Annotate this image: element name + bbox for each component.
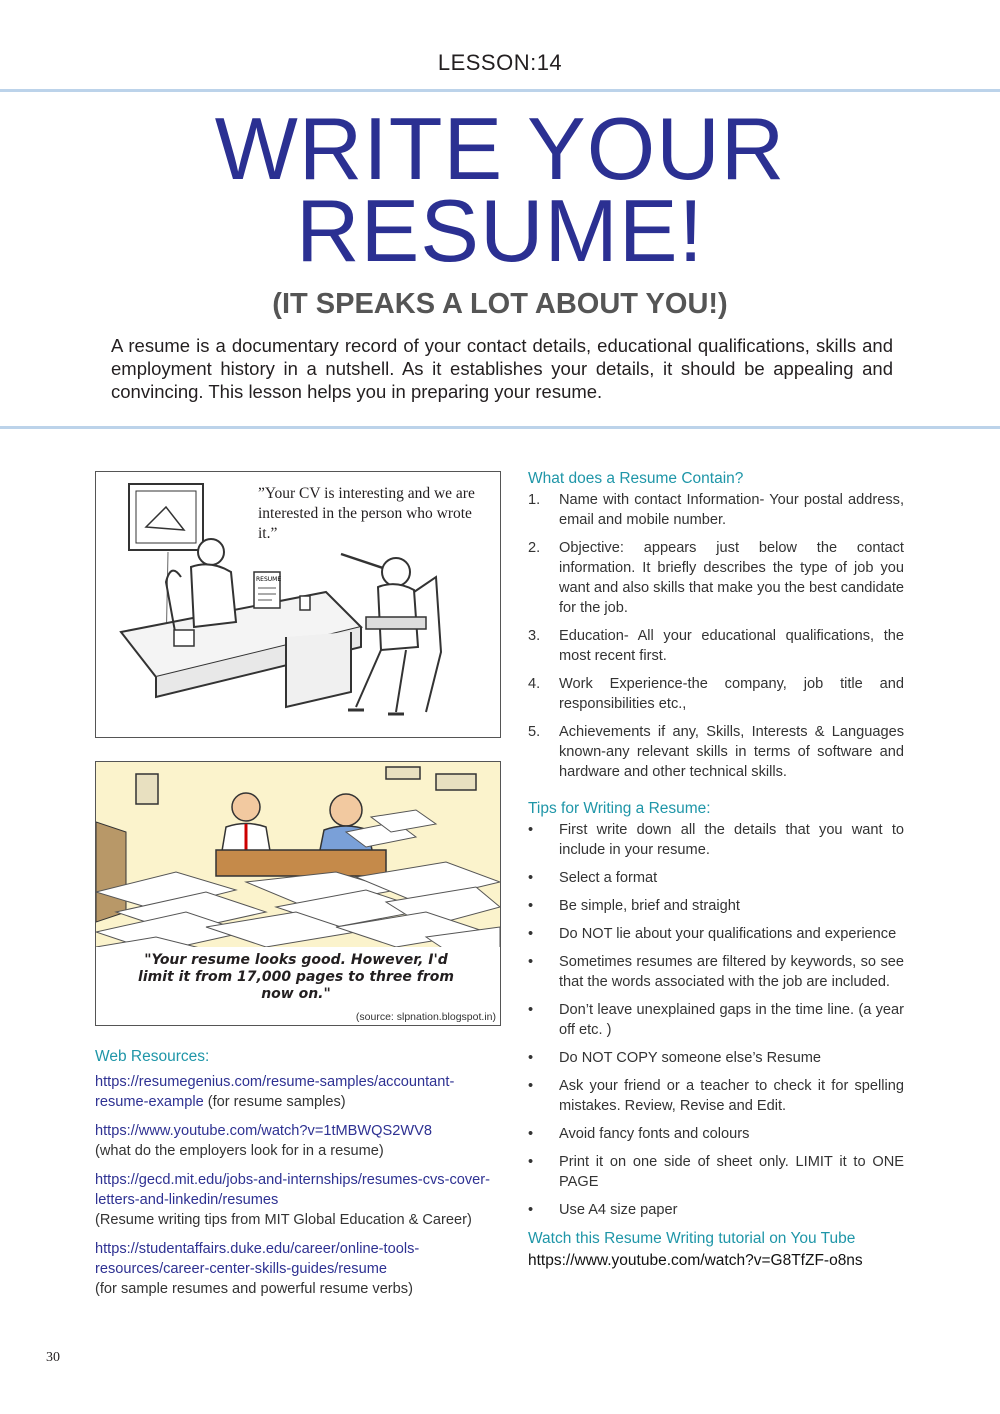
cartoon-interview [95, 471, 501, 738]
youtube-tutorial-link[interactable]: https://www.youtube.com/watch?v=G8TfZF-o8ns [528, 1252, 863, 1269]
title-line-2: RESUME! [296, 181, 704, 280]
tip-text: Use A4 size paper [559, 1202, 678, 1218]
web-resources-heading: Web Resources: [95, 1048, 210, 1065]
tip-text: First write down all the details that you want to include in your resume. [559, 822, 904, 858]
list-item [528, 924, 904, 944]
list-item [528, 1200, 904, 1220]
list-item [528, 1076, 904, 1116]
tips-list [528, 820, 904, 1220]
bullet-icon: • [528, 1126, 534, 1142]
contain-list [528, 490, 904, 782]
bullet-icon: • [528, 1154, 534, 1170]
list-item [528, 896, 904, 916]
page-number: 30 [46, 1350, 60, 1365]
bullet-icon: • [528, 822, 534, 838]
web-resources [95, 1048, 495, 1308]
resource-note: (for resume samples) [203, 1094, 346, 1110]
image-source: (source: slpnation.blogspot.in) [355, 1011, 496, 1023]
list-item [528, 1048, 904, 1068]
resume-paper-label: RESUME [256, 576, 282, 583]
bullet-icon: • [528, 1002, 534, 1018]
resource-link[interactable]: https://studentaffairs.duke.edu/career/online-tools-resources/career-center-skills-guides/resume [95, 1241, 420, 1277]
intro-paragraph: A resume is a documentary record of your contact details, educational qualifications, skills and employment history in a nutshell. As it establishes your details, it should be appealing and convincing. This lesson helps you in preparing your resume. [111, 335, 893, 402]
resource-link[interactable]: https://www.youtube.com/watch?v=1tMBWQS2WV8 [95, 1123, 433, 1139]
list-item [528, 952, 904, 992]
item-text: Work Experience-the company, job title and responsibilities etc., [559, 676, 904, 712]
list-item [528, 868, 904, 888]
list-item [528, 490, 904, 530]
tip-text: Don’t leave unexplained gaps in the time line. (a year off etc. ) [559, 1002, 904, 1038]
bullet-icon: • [528, 898, 534, 914]
item-text: Objective: appears just below the contact information. It briefly describes the type of job you want and also skills that make you the best candidate for the job. [559, 540, 904, 616]
watch-heading: Watch this Resume Writing tutorial on You Tube [528, 1230, 856, 1247]
cartoon-caption-cv: ”Your CV is interesting and we are interested in the person who wrote it.” [258, 485, 475, 542]
tip-text: Be simple, brief and straight [559, 898, 740, 914]
top-rule [0, 89, 1000, 92]
lesson-label: LESSON:14 [437, 50, 563, 75]
list-item [528, 674, 904, 714]
section-rule [0, 426, 1000, 429]
item-number: 5. [528, 724, 541, 740]
tip-text: Print it on one side of sheet only. LIMIT it to ONE PAGE [559, 1154, 904, 1190]
bullet-icon: • [528, 1050, 534, 1066]
bullet-icon: • [528, 1202, 534, 1218]
list-item [528, 722, 904, 782]
title-line-1: WRITE YOUR [214, 99, 786, 198]
bullet-icon: • [528, 926, 534, 942]
list-item [528, 1000, 904, 1040]
resource-note: (what do the employers look for in a resume) [95, 1143, 384, 1159]
resource-link[interactable]: https://gecd.mit.edu/jobs-and-internships/resumes-cvs-cover-letters-and-linkedin/resumes [95, 1172, 491, 1208]
bullet-icon: • [528, 954, 534, 970]
item-number: 2. [528, 540, 541, 556]
tip-text: Select a format [559, 870, 658, 886]
resource-item [95, 1239, 495, 1299]
item-text: Education- All your educational qualifications, the most recent first. [559, 628, 904, 664]
contain-heading: What does a Resume Contain? [528, 470, 744, 487]
resource-note: (for sample resumes and powerful resume verbs) [95, 1281, 413, 1297]
tip-text: Ask your friend or a teacher to check it for spelling mistakes. Review, Revise and Edit. [559, 1078, 904, 1114]
bullet-icon: • [528, 870, 534, 886]
item-text: Achievements if any, Skills, Interests & Languages known-any relevant skills in terms of software and hardware and other technical skills. [559, 724, 904, 780]
page-title [0, 99, 1000, 280]
right-column [528, 470, 904, 1270]
item-number: 3. [528, 628, 541, 644]
resource-item [95, 1170, 495, 1230]
page-subtitle: (IT SPEAKS A LOT ABOUT YOU!) [272, 288, 728, 320]
list-item [528, 1124, 904, 1144]
resource-note: (Resume writing tips from MIT Global Education & Career) [95, 1212, 472, 1228]
item-number: 1. [528, 492, 541, 508]
tip-text: Do NOT COPY someone else’s Resume [559, 1050, 821, 1066]
cartoon-caption-pages: "Your resume looks good. However, I'd limit it from 17,000 pages to three from now on." [138, 952, 454, 1002]
tip-text: Sometimes resumes are filtered by keywords, so see that the words associated with the job are included. [559, 954, 904, 990]
tip-text: Avoid fancy fonts and colours [559, 1126, 750, 1142]
resource-link[interactable]: https://resumegenius.com/resume-samples/accountant-resume-example [95, 1074, 455, 1110]
list-item [528, 626, 904, 666]
resource-item [95, 1121, 495, 1161]
item-number: 4. [528, 676, 541, 692]
list-item [528, 820, 904, 860]
tip-text: Do NOT lie about your qualifications and experience [559, 926, 897, 942]
list-item [528, 538, 904, 618]
resource-item [95, 1072, 495, 1112]
item-text: Name with contact Information- Your postal address, email and mobile number. [559, 492, 904, 528]
bullet-icon: • [528, 1078, 534, 1094]
cartoon-pages [95, 761, 501, 1026]
list-item [528, 1152, 904, 1192]
tips-heading: Tips for Writing a Resume: [528, 800, 711, 817]
